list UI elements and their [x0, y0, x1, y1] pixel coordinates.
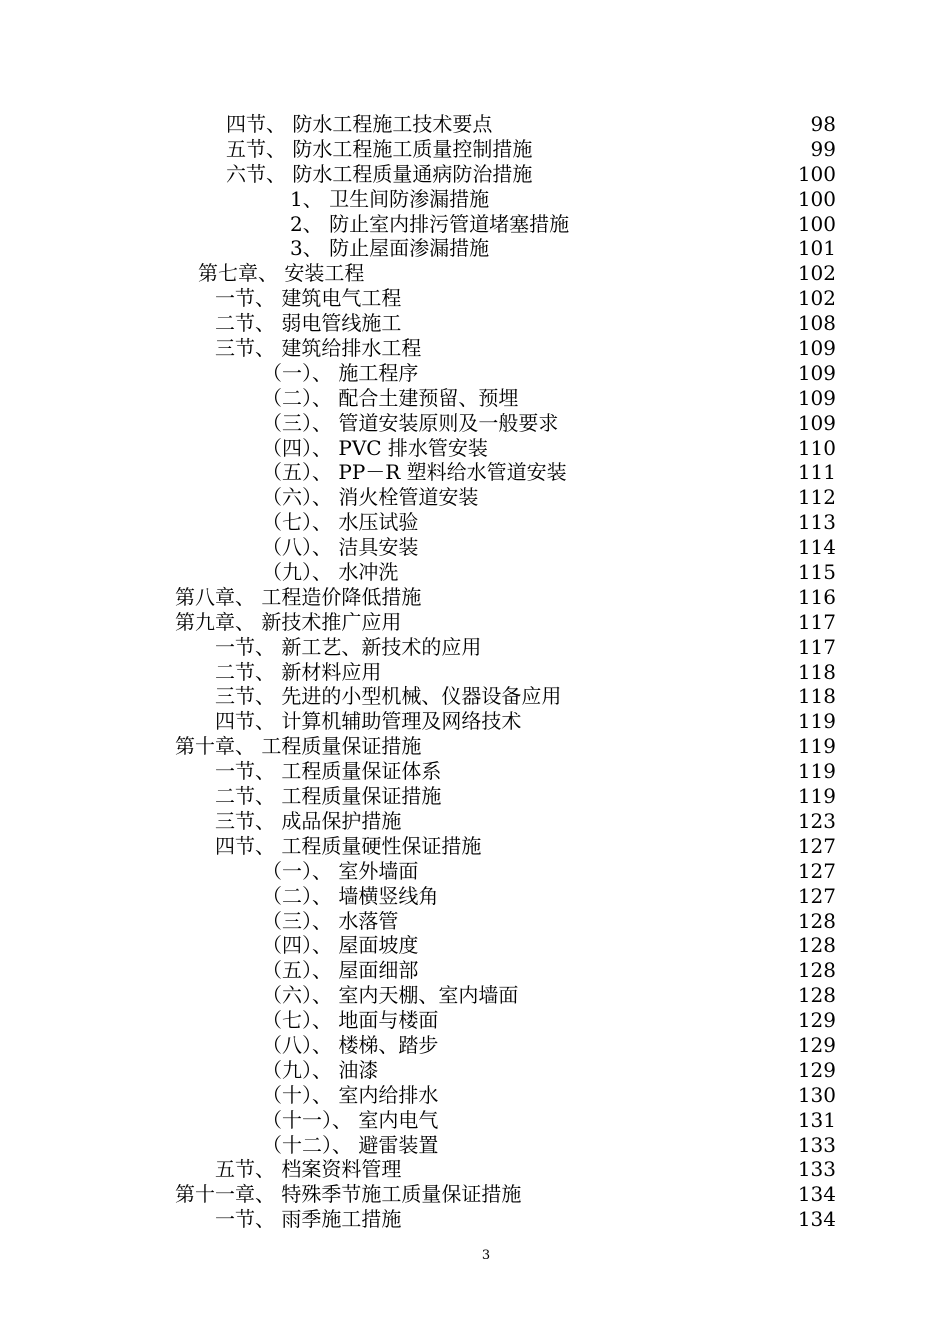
- toc-entry-page: 118: [797, 659, 836, 684]
- toc-entry: [0, 1207, 950, 1232]
- toc-entry-title: 1、 卫生间防渗漏措施: [290, 186, 490, 211]
- toc-entry: [0, 535, 950, 560]
- toc-entry-title: （六）、 消火栓管道安装: [262, 485, 479, 510]
- toc-entry-page: 109: [797, 360, 836, 385]
- toc-entry-page: 99: [810, 136, 836, 161]
- toc-entry-title: 第九章、 新技术推广应用: [175, 609, 402, 634]
- toc-entry-page: 109: [797, 410, 836, 435]
- toc-entry-page: 133: [797, 1157, 836, 1182]
- toc-entry-page: 116: [797, 584, 836, 609]
- toc-entry: [0, 510, 950, 535]
- toc-entry-page: 112: [797, 485, 836, 510]
- toc-entry-page: 100: [797, 211, 836, 236]
- toc-entry: [0, 336, 950, 361]
- toc-entry: [0, 734, 950, 759]
- toc-entry-title: （三）、 水落管: [262, 908, 399, 933]
- toc-entry-page: 98: [810, 112, 836, 136]
- toc-entry-title: 五节、 档案资料管理: [215, 1157, 402, 1182]
- toc-entry: [0, 436, 950, 461]
- toc-entry-title: 四节、 工程质量硬性保证措施: [215, 833, 482, 858]
- toc-entry-page: 129: [797, 1032, 836, 1057]
- toc-entry-page: 100: [797, 186, 836, 211]
- toc-entry-page: 110: [797, 435, 836, 460]
- toc-entry-page: 117: [797, 634, 836, 659]
- toc-entry: [0, 684, 950, 709]
- toc-entry-page: 100: [797, 161, 836, 186]
- toc-entry: [0, 286, 950, 311]
- toc-entry: [0, 460, 950, 485]
- toc-entry-page: 134: [797, 1182, 836, 1207]
- toc-entry-title: （八）、 洁具安装: [262, 535, 419, 560]
- toc-entry: [0, 236, 950, 261]
- toc-entry: [0, 361, 950, 386]
- toc-entry: [0, 635, 950, 660]
- toc-entry-title: （十一）、 室内电气: [262, 1107, 439, 1132]
- toc-entry: [0, 909, 950, 934]
- toc-entry-title: 四节、 防水工程施工技术要点: [226, 112, 493, 136]
- toc-entry-page: 127: [797, 858, 836, 883]
- toc-entry: [0, 709, 950, 734]
- toc-entry: [0, 485, 950, 510]
- toc-entry-title: 3、 防止屋面渗漏措施: [290, 236, 490, 261]
- toc-entry-title: （一）、 室外墙面: [262, 858, 419, 883]
- toc-entry-title: 四节、 计算机辅助管理及网络技术: [215, 709, 522, 734]
- toc-entry-title: 三节、 成品保护措施: [215, 808, 402, 833]
- toc-entry: [0, 261, 950, 286]
- toc-entry: [0, 187, 950, 212]
- toc-entry: [0, 311, 950, 336]
- toc-entry-title: （九）、 油漆: [262, 1057, 379, 1082]
- toc-entry: [0, 809, 950, 834]
- toc-entry: [0, 137, 950, 162]
- toc-entry-page: 109: [797, 385, 836, 410]
- toc-entry: [0, 560, 950, 585]
- toc-entry-title: （七）、 地面与楼面: [262, 1008, 439, 1033]
- toc-entry-title: 五节、 防水工程施工质量控制措施: [226, 136, 533, 161]
- toc-entry: [0, 212, 950, 237]
- toc-entry-page: 102: [797, 286, 836, 311]
- toc-entry-page: 102: [797, 261, 836, 286]
- toc-entry-title: 第十章、 工程质量保证措施: [175, 734, 422, 759]
- toc-entry-title: 一节、 新工艺、新技术的应用: [215, 634, 482, 659]
- toc-entry-page: 128: [797, 908, 836, 933]
- toc-entry: [0, 1157, 950, 1182]
- toc-entry-title: 第七章、 安装工程: [198, 261, 365, 286]
- toc-entry: [0, 1008, 950, 1033]
- toc-entry-page: 101: [797, 236, 836, 261]
- toc-entry-page: 108: [797, 311, 836, 336]
- toc-entry-title: 一节、 建筑电气工程: [215, 286, 402, 311]
- toc-entry-title: （五）、 屋面细部: [262, 958, 419, 983]
- toc-entry: [0, 1058, 950, 1083]
- toc-entry: [0, 585, 950, 610]
- toc-entry-page: 123: [797, 808, 836, 833]
- toc-entry-page: 113: [797, 510, 836, 535]
- toc-entry: [0, 859, 950, 884]
- toc-entry: [0, 958, 950, 983]
- toc-entry: [0, 1033, 950, 1058]
- toc-entry-page: 127: [797, 883, 836, 908]
- toc-entry: [0, 1108, 950, 1133]
- toc-entry: [0, 759, 950, 784]
- toc-entry-title: （十）、 室内给排水: [262, 1082, 439, 1107]
- toc-entry-title: 二节、 新材料应用: [215, 659, 382, 684]
- page-number: 3: [481, 1248, 491, 1263]
- toc-entry: [0, 411, 950, 436]
- toc-entry-title: （二）、 配合土建预留、预埋: [262, 385, 519, 410]
- toc-entry-page: 115: [797, 560, 836, 585]
- toc-entry: [0, 162, 950, 187]
- toc-entry-page: 128: [797, 933, 836, 958]
- toc-entry-page: 130: [797, 1082, 836, 1107]
- toc-entry-title: 一节、 雨季施工措施: [215, 1207, 402, 1232]
- toc-entry-page: 109: [797, 336, 836, 361]
- toc-entry-title: （八）、 楼梯、踏步: [262, 1032, 439, 1057]
- toc-entry-page: 114: [797, 535, 836, 560]
- toc-entry-page: 134: [797, 1207, 836, 1232]
- toc-entry: [0, 610, 950, 635]
- toc-entry: [0, 112, 950, 137]
- toc-entry-title: 二节、 工程质量保证措施: [215, 784, 442, 809]
- toc-entry-page: 131: [797, 1107, 836, 1132]
- toc-entry-title: 三节、 先进的小型机械、仪器设备应用: [215, 684, 562, 709]
- toc-entry-page: 117: [797, 609, 836, 634]
- toc-entry-title: 第十一章、 特殊季节施工质量保证措施: [175, 1182, 522, 1207]
- toc-entry: [0, 1182, 950, 1207]
- toc-entry: [0, 834, 950, 859]
- toc-entry-title: （三）、 管道安装原则及一般要求: [262, 410, 559, 435]
- toc-entry-page: 128: [797, 983, 836, 1008]
- toc-entry-page: 129: [797, 1057, 836, 1082]
- toc-entry-title: （四）、 屋面坡度: [262, 933, 419, 958]
- toc-entry-page: 119: [797, 759, 836, 784]
- toc-entry-page: 119: [797, 784, 836, 809]
- toc-entry-page: 129: [797, 1008, 836, 1033]
- toc-entry-title: （十二）、 避雷装置: [262, 1132, 439, 1157]
- toc-entry-page: 127: [797, 833, 836, 858]
- toc-entry-title: 一节、 工程质量保证体系: [215, 759, 442, 784]
- toc-entry-title: 2、 防止室内排污管道堵塞措施: [290, 211, 570, 236]
- toc-entry-page: 111: [797, 460, 836, 485]
- toc-entry-title: （四）、 PVC 排水管安装: [262, 435, 488, 460]
- table-of-contents: [0, 112, 950, 1232]
- toc-entry-title: （二）、 墙横竖线角: [262, 883, 439, 908]
- toc-entry: [0, 660, 950, 685]
- toc-entry: [0, 884, 950, 909]
- toc-entry-title: （六）、 室内天棚、室内墙面: [262, 983, 519, 1008]
- toc-entry-page: 133: [797, 1132, 836, 1157]
- toc-entry-page: 128: [797, 958, 836, 983]
- toc-entry: [0, 1133, 950, 1158]
- toc-entry-title: （九）、 水冲洗: [262, 560, 399, 585]
- toc-entry: [0, 983, 950, 1008]
- toc-entry-title: 六节、 防水工程质量通病防治措施: [226, 161, 533, 186]
- toc-entry: [0, 933, 950, 958]
- toc-entry-title: 第八章、 工程造价降低措施: [175, 584, 422, 609]
- toc-entry-title: 三节、 建筑给排水工程: [215, 336, 422, 361]
- toc-entry: [0, 784, 950, 809]
- toc-entry-page: 119: [797, 734, 836, 759]
- toc-entry-title: 二节、 弱电管线施工: [215, 311, 402, 336]
- toc-entry: [0, 1083, 950, 1108]
- toc-entry-page: 119: [797, 709, 836, 734]
- toc-entry: [0, 386, 950, 411]
- toc-entry-page: 118: [797, 684, 836, 709]
- toc-entry-title: （五）、 PP－R 塑料给水管道安装: [262, 460, 567, 485]
- toc-entry-title: （一）、 施工程序: [262, 360, 419, 385]
- toc-entry-title: （七）、 水压试验: [262, 510, 419, 535]
